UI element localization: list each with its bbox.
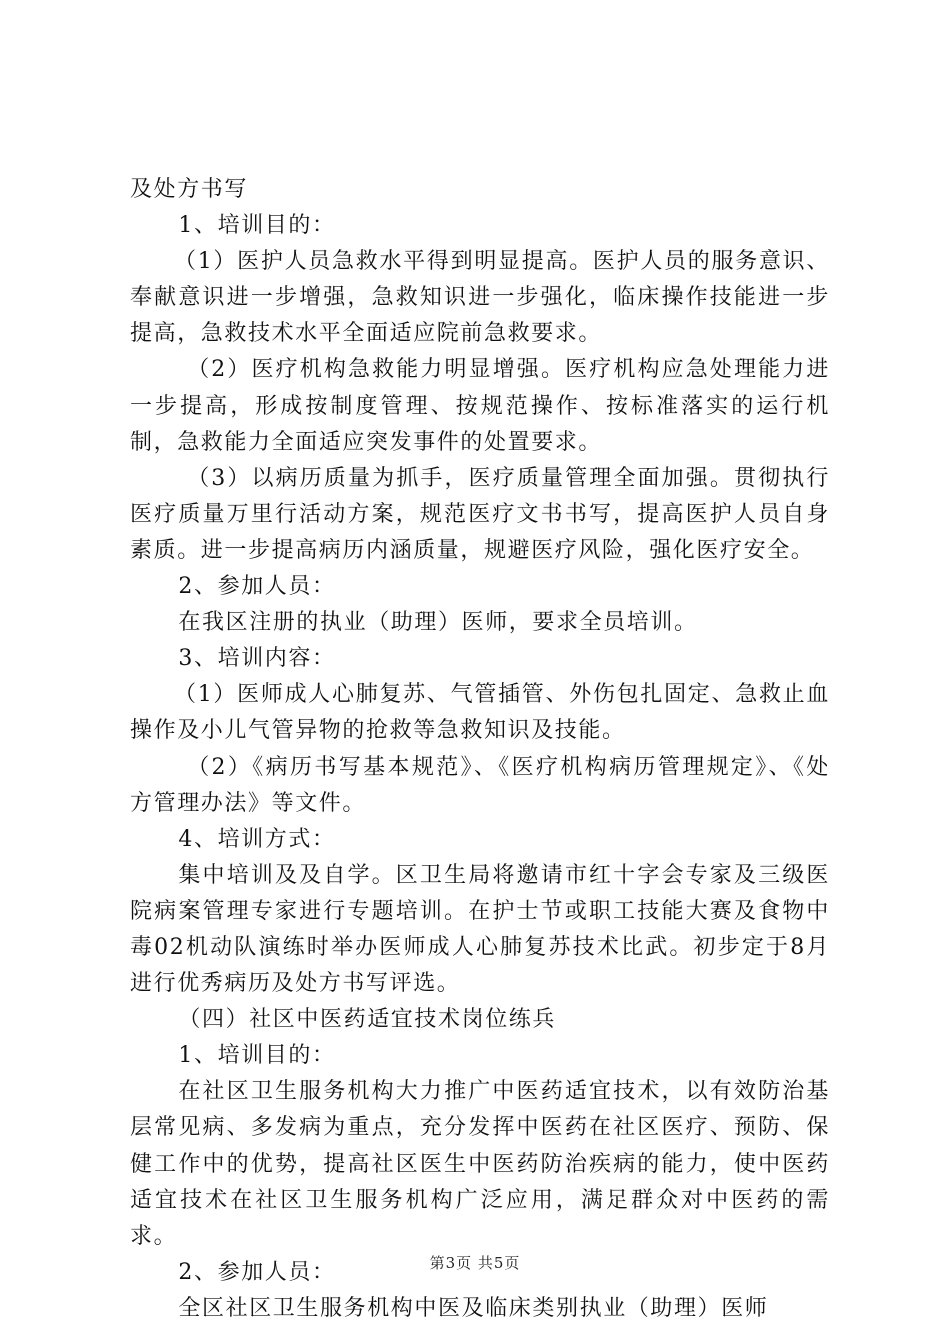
- paragraph-11: 集中培训及及自学。区卫生局将邀请市红十字会专家及三级医院病案管理专家进行专题培训。在护士节或职工技能大赛及食物中毒02机动队演练时举办医师成人心肺复苏技术比武。初步定于8月进行优秀病历及处方书写评选。: [130, 862, 830, 997]
- paragraph-12: （四）社区中医药适宜技术岗位练兵: [178, 1007, 556, 1033]
- paragraph-10: 4、培训方式：: [178, 826, 336, 852]
- paragraph-0: 及处方书写: [130, 177, 249, 202]
- paragraph-6: 在我区注册的执业（助理）医师，要求全员培训。: [178, 610, 698, 636]
- paragraph-5: 2、参加人员：: [178, 574, 336, 600]
- paragraph-9: （2）《病历书写基本规范》、《医疗机构病历管理规定》、《处方管理办法》等文件。: [130, 754, 830, 816]
- paragraph-1: 1、培训目的：: [178, 213, 336, 239]
- paragraph-16: 全区社区卫生服务机构中医及临床类别执业（助理）医师: [178, 1295, 769, 1321]
- paragraph-13: 1、培训目的：: [178, 1043, 336, 1069]
- page-footer: 第3页 共5页: [429, 1254, 521, 1272]
- paragraph-3: （2）医疗机构急救能力明显增强。医疗机构应急处理能力进一步提高，形成按制度管理、按规范操作、按标准落实的运行机制，急救能力全面适应突发事件的处置要求。: [130, 357, 830, 455]
- paragraph-15: 2、参加人员：: [178, 1259, 336, 1285]
- document-body: [130, 172, 830, 1327]
- paragraph-4: （3）以病历质量为抓手，医疗质量管理全面加强。贯彻执行医疗质量万里行活动方案，规范医疗文书书写，提高医护人员自身素质。进一步提高病历内涵质量，规避医疗风险，强化医疗安全。: [130, 465, 830, 563]
- paragraph-2: （1）医护人员急救水平得到明显提高。医护人员的服务意识、奉献意识进一步增强，急救知识进一步强化，临床操作技能进一步提高，急救技术水平全面适应院前急救要求。: [130, 249, 830, 347]
- paragraph-14: 在社区卫生服务机构大力推广中医药适宜技术，以有效防治基层常见病、多发病为重点，充分发挥中医药在社区医疗、预防、保健工作中的优势，提高社区医生中医药防治疾病的能力，使中医药适宜技术在社区卫生服务机构广泛应用，满足群众对中医药的需求。: [130, 1079, 830, 1249]
- paragraph-8: （1）医师成人心肺复苏、气管插管、外伤包扎固定、急救止血操作及小儿气管异物的抢救等急救知识及技能。: [130, 682, 830, 744]
- paragraph-7: 3、培训内容：: [178, 646, 336, 672]
